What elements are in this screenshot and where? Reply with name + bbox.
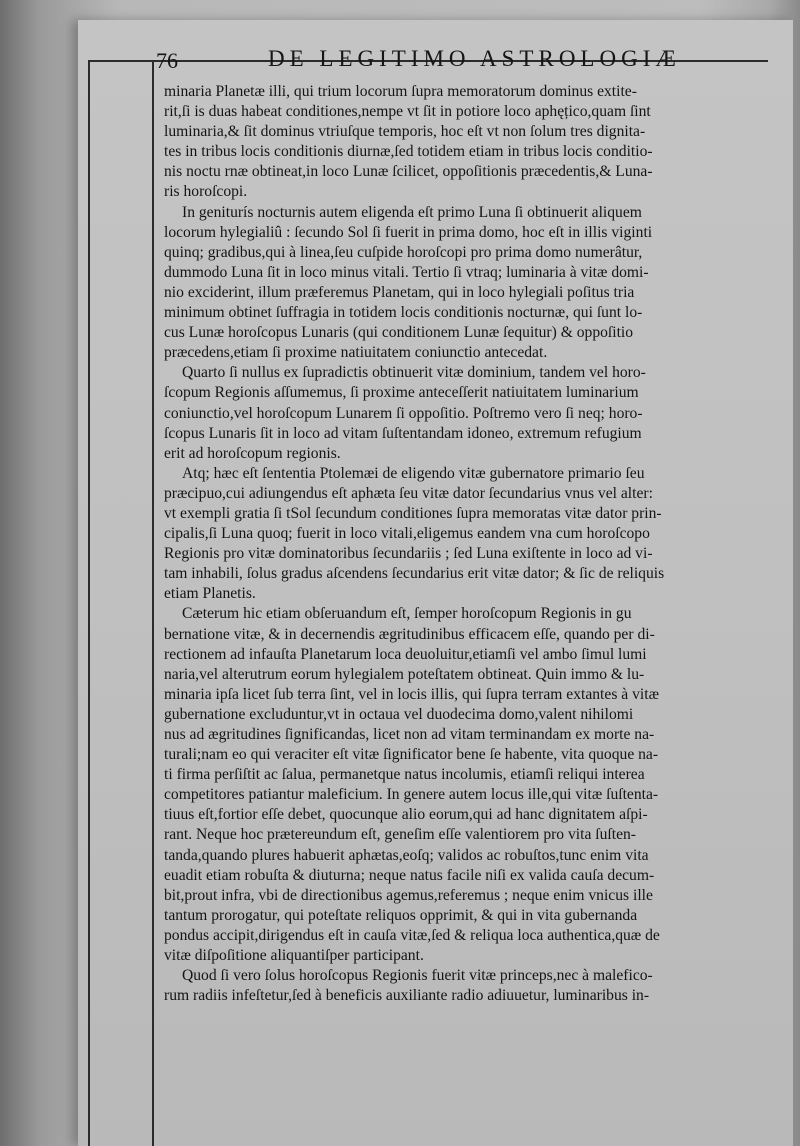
text-line: minimum obtinet ſuffragia in totidem locis conditionis nocturnæ, qui ſunt lo- bbox=[164, 304, 643, 322]
body-text bbox=[164, 82, 770, 1006]
text-line: coniunctio,vel horoſcopum Lunarem ſi oppoſitio. Poſtremo vero ſi neq; horo- bbox=[164, 404, 643, 422]
text-line: minaria ipſa licet ſub terra ſint, vel in locis illis, qui ſupra terram extantes à vitæ bbox=[164, 685, 659, 703]
text-line: ſcopum Regionis aſſumemus, ſi proxime anteceſſerit natiuitatem luminarium bbox=[164, 384, 639, 402]
text-line: turali;nam eo qui veraciter eſt vitæ ſignificator bene ſe habente, vita quoque na- bbox=[164, 746, 659, 764]
text-line: minaria Planetæ illi, qui trium locorum ſupra memoratorum dominus extite- bbox=[164, 83, 637, 100]
text-line: nus ad ægritudines ſignificandas, licet non ad vitam terminandam ex morte na- bbox=[164, 726, 655, 743]
text-line: quinq; gradibus,qui à linea,ſeu cuſpide horoſcopi pro prima domo numerâtur, bbox=[164, 243, 643, 261]
text-line: rant. Neque hoc prætereundum eſt, geneſim eſſe valentiorem pro vita ſuſten- bbox=[164, 826, 636, 844]
text-line: rum radiis infeſtetur,ſed à beneficis auxiliante radio adiuuetur, luminaribus in- bbox=[164, 987, 650, 1005]
left-margin-rule bbox=[88, 60, 90, 1146]
text-line: vitæ diſpoſitione aliquantiſper participant. bbox=[164, 947, 424, 965]
text-line: cus Lunæ horoſcopus Lunaris (qui conditionem Lunæ ſequitur) & oppoſitio bbox=[164, 324, 634, 342]
paragraph-start-line: Cæterum hic etiam obſeruandum eſt, ſemper horoſcopum Regionis in gu bbox=[182, 605, 632, 623]
text-line: locorum hylegialiû : ſecundo Sol ſi fuerit in prima domo, hoc eſt in illis viginti bbox=[164, 223, 653, 241]
text-line: præcipuo,cui adiungendus eſt aphæta ſeu vitæ dator ſecundarius vnus vel alter: bbox=[164, 484, 653, 502]
text-line: ſcopus Lunaris ſit in loco ad vitam ſuſtentandam idoneo, extremum refugium bbox=[164, 424, 642, 442]
text-frame-rule bbox=[152, 60, 154, 1146]
text-line: luminaria,& ſit dominus vtriuſque temporis, hoc eſt vt non ſolum tres dignita- bbox=[164, 123, 646, 141]
text-line: rit,ſi is duas habeat conditiones,nempe vt ſit in potiore loco aphęțico,quam ſint bbox=[164, 103, 651, 121]
paragraph-start-line: Quod ſi vero ſolus horoſcopus Regionis fuerit vitæ princeps,nec à malefico- bbox=[182, 967, 653, 985]
text-line: naria,vel alterutrum eorum hylegialem poteſtatem obtineat. Quin immo & lu- bbox=[164, 665, 645, 683]
text-line: competitores patiantur maleficium. In genere autem locus ille,qui vitæ ſuſtenta- bbox=[164, 786, 659, 804]
text-line: tanda,quando plures habuerit aphætas,eoſq; validos ac robuſtos,tunc enim vita bbox=[164, 846, 649, 864]
text-line: tantum prorogatur, qui poteſtate reliquos opprimit, & qui in vita gubernanda bbox=[164, 906, 638, 924]
page-number: 76 bbox=[156, 48, 178, 73]
text-line: ti firma perſiſtit ac ſalua, permanetque natus incolumis, etiamſi reliqui interea bbox=[164, 766, 645, 784]
running-title: DE LEGITIMO ASTROLOGIÆ bbox=[268, 46, 681, 71]
text-line: nio exciderint, illum præferemus Planetam, qui in loco hylegiali poſitus tria bbox=[164, 283, 635, 301]
paragraph-start-line: Quarto ſi nullus ex ſupradictis obtinuerit vitæ dominium, tandem vel horo- bbox=[182, 364, 646, 382]
text-line: bit,prout infra, vbi de directionibus agemus,referemus ; neque enim vnicus ille bbox=[164, 886, 653, 904]
text-line: euadit etiam robuſta & diuturna; neque natus facile niſi ex valida cauſa decum- bbox=[164, 866, 655, 884]
text-line: rectionem ad infauſta Planetarum loca deuoluitur,etiamſi vel ambo ſimul lumi bbox=[164, 645, 647, 663]
paragraph-start-line: Atq; hæc eſt ſententia Ptolemæi de eligendo vitæ gubernatore primario ſeu bbox=[182, 464, 645, 482]
text-line: præcedens,etiam ſi proxime natiuitatem coniunctio antecedat. bbox=[164, 344, 548, 362]
text-line: tam inhabili, ſolus gradus aſcendens ſecundarius erit vitæ dator; & ſic de reliquis bbox=[164, 565, 665, 583]
text-line: cipalis,ſi Luna quoq; fuerit in loco vitali,eligemus eandem vna cum horoſcopo bbox=[164, 525, 650, 543]
text-line: tes in tribus locis conditionis diurnæ,ſed totidem etiam in tribus locis conditio- bbox=[164, 143, 653, 161]
text-line: etiam Planetis. bbox=[164, 585, 256, 603]
text-line: erit ad horoſcopum regionis. bbox=[164, 444, 341, 462]
text-line: dummodo Luna ſit in loco minus vitali. Tertio ſi vtraq; luminaria à vitæ domi- bbox=[164, 263, 649, 281]
text-line: bernatione vitæ, & in decernendis ægritudinibus efficacem eſſe, quando per di- bbox=[164, 625, 655, 643]
text-line: gubernatione excluduntur,vt in octaua vel duodecima domo,valent nihilomi bbox=[164, 705, 634, 723]
paragraph-start-line: In geniturís nocturnis autem eligenda eſt primo Luna ſi obtinuerit aliquem bbox=[182, 203, 642, 221]
page-header bbox=[156, 46, 768, 78]
text-line: nis noctu rnæ obtineat,in loco Lunæ ſcilicet, oppoſitionis præcedentis,& Luna- bbox=[164, 163, 653, 181]
text-line: Regionis pro vitæ dominatoribus ſecundariis ; ſed Luna exiſtente in loco ad vi- bbox=[164, 545, 653, 563]
text-line: vt exempli gratia ſi tSol ſecundum conditiones ſupra memoratas vitæ dator prin- bbox=[164, 504, 662, 522]
text-line: tiuus eſt,fortior eſſe debet, quocunque alio eorum,qui ad hanc dignitatem aſpi- bbox=[164, 806, 648, 824]
text-line: pondus accipit,dirigendus eſt in cauſa vitæ,ſed & reliqua loca authentica,quæ de bbox=[164, 926, 660, 944]
text-line: ris horoſcopi. bbox=[164, 183, 248, 201]
